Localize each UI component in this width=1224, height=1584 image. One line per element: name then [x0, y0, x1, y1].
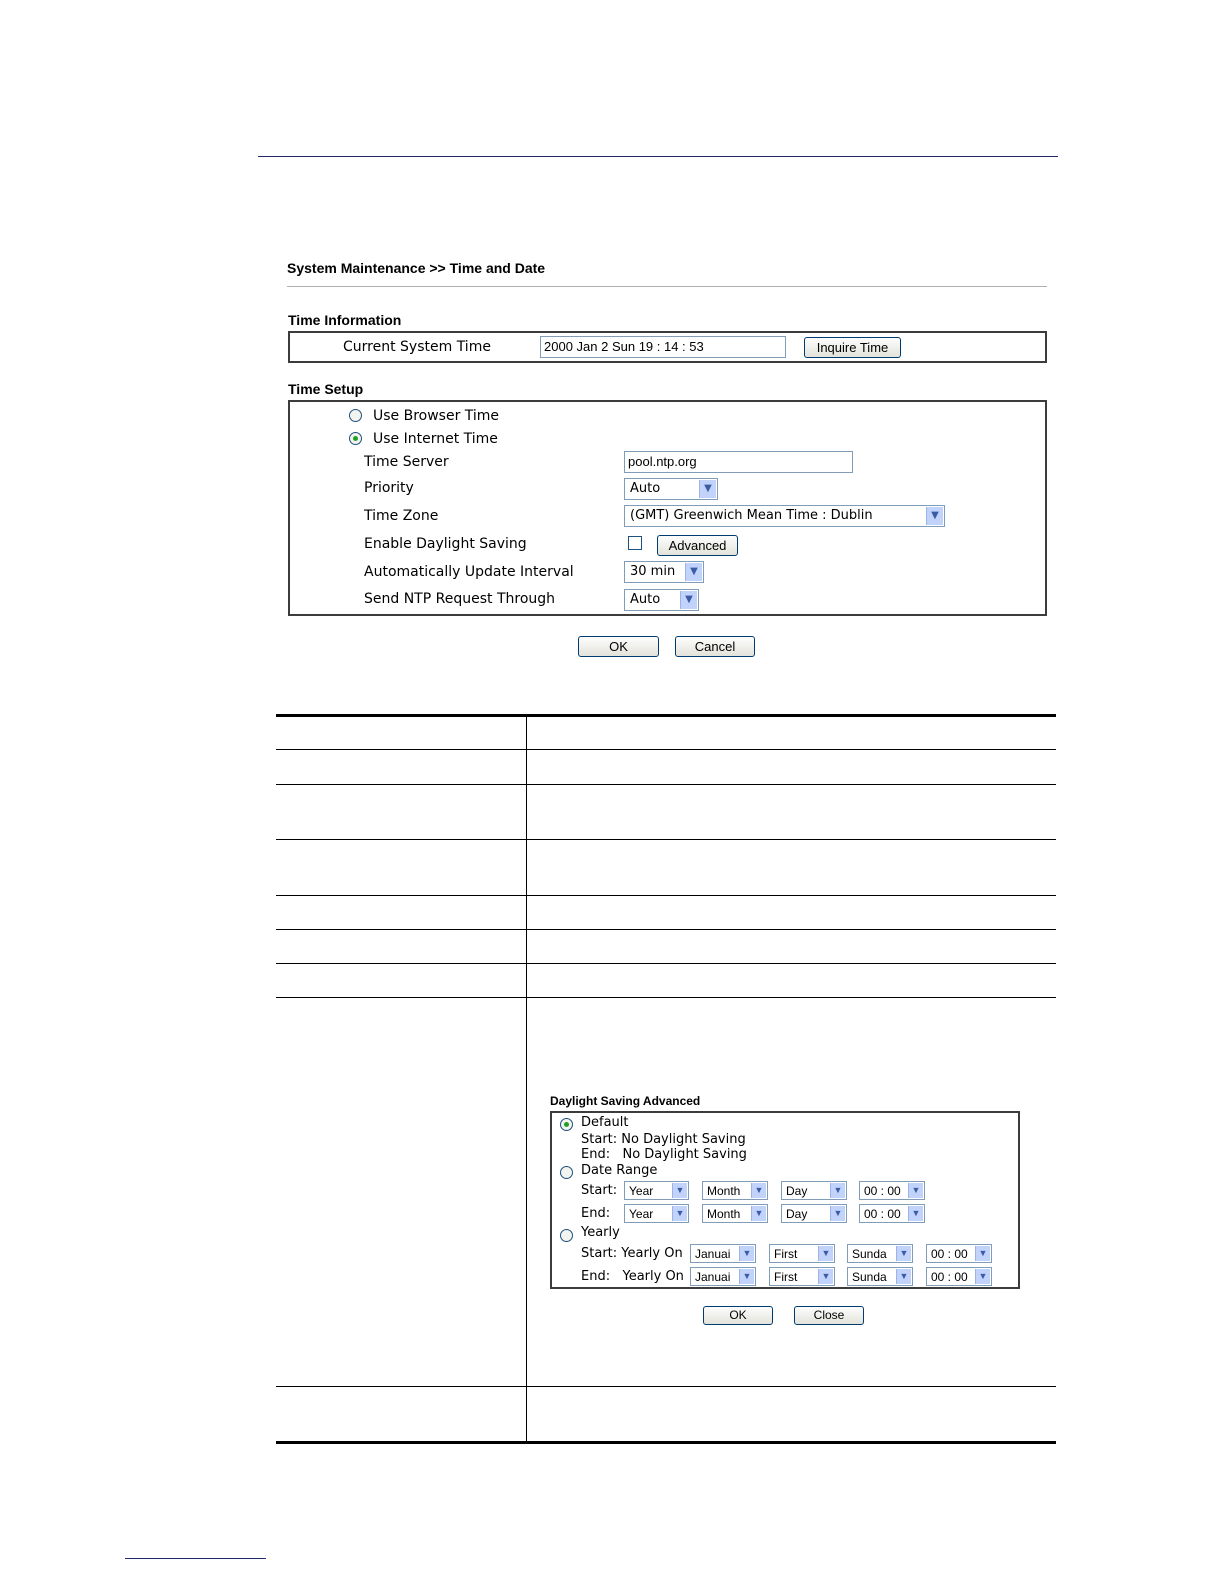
range-end-time-select[interactable] [859, 1204, 925, 1223]
range-end-year-value: Year [629, 1207, 654, 1221]
yearly-end-day-value: Sunda [852, 1270, 887, 1284]
default-label: Default [581, 1115, 629, 1130]
yearly-end-day-select[interactable] [847, 1267, 913, 1286]
yearly-start-time-select[interactable] [926, 1244, 992, 1263]
current-system-time-field[interactable]: 2000 Jan 2 Sun 19 : 14 : 53 [540, 336, 786, 358]
default-radio[interactable] [560, 1118, 573, 1131]
yearly-start-week-select[interactable] [769, 1244, 835, 1263]
use-internet-time-radio[interactable] [349, 432, 362, 445]
range-start-day-select[interactable] [781, 1181, 847, 1200]
title-divider [287, 286, 1047, 287]
advanced-button[interactable]: Advanced [657, 535, 738, 556]
chevron-down-icon: ▼ [818, 1246, 833, 1261]
ntp-request-label: Send NTP Request Through [364, 591, 556, 607]
range-start-month-value: Month [707, 1184, 741, 1198]
table-row-divider [276, 963, 1056, 964]
range-end-label: End: [581, 1206, 611, 1221]
table-row-divider [276, 839, 1056, 840]
yearly-end-time-select[interactable] [926, 1267, 992, 1286]
dialog-close-button[interactable]: Close [794, 1306, 864, 1325]
update-interval-select[interactable] [624, 561, 704, 583]
yearly-radio[interactable] [560, 1229, 573, 1242]
daylight-advanced-box [550, 1111, 1020, 1289]
yearly-end-time-value: 00 : 00 [931, 1270, 968, 1284]
table-column-divider [526, 716, 527, 1443]
yearly-start-day-select[interactable] [847, 1244, 913, 1263]
table-row-divider [276, 997, 1056, 998]
time-zone-label: Time Zone [364, 508, 439, 524]
priority-value: Auto [630, 481, 661, 496]
page-title: System Maintenance >> Time and Date [287, 260, 546, 276]
default-start-text: Start: No Daylight Saving [581, 1132, 746, 1147]
chevron-down-icon: ▼ [739, 1246, 754, 1261]
chevron-down-icon: ▼ [680, 591, 697, 609]
yearly-end-week-value: First [774, 1270, 798, 1284]
chevron-down-icon: ▼ [896, 1246, 911, 1261]
current-system-time-label: Current System Time [343, 339, 491, 355]
dialog-ok-button[interactable]: OK [703, 1306, 773, 1325]
time-setup-title: Time Setup [288, 381, 364, 397]
yearly-start-month-value: Januai [695, 1247, 731, 1261]
inquire-time-button[interactable]: Inquire Time [804, 337, 901, 358]
range-start-time-select[interactable] [859, 1181, 925, 1200]
chevron-down-icon: ▼ [830, 1183, 845, 1198]
range-end-month-select[interactable] [702, 1204, 768, 1223]
table-row-divider [276, 784, 1056, 785]
chevron-down-icon: ▼ [672, 1206, 687, 1221]
range-end-day-value: Day [786, 1207, 808, 1221]
yearly-start-time-value: 00 : 00 [931, 1247, 968, 1261]
range-start-year-select[interactable] [624, 1181, 689, 1200]
time-information-box [288, 331, 1047, 363]
daylight-saving-label: Enable Daylight Saving [364, 536, 527, 552]
range-end-month-value: Month [707, 1207, 741, 1221]
chevron-down-icon: ▼ [926, 507, 943, 525]
table-bottom-border [276, 1441, 1056, 1444]
chevron-down-icon: ▼ [739, 1269, 754, 1284]
yearly-end-month-select[interactable] [690, 1267, 756, 1286]
time-server-label: Time Server [364, 454, 449, 470]
chevron-down-icon: ▼ [896, 1269, 911, 1284]
range-start-label: Start: [581, 1183, 618, 1198]
chevron-down-icon: ▼ [699, 480, 716, 498]
table-row-divider [276, 895, 1056, 896]
update-interval-label: Automatically Update Interval [364, 564, 574, 580]
ntp-request-value: Auto [630, 592, 661, 607]
range-end-time-value: 00 : 00 [864, 1207, 901, 1221]
yearly-end-week-select[interactable] [769, 1267, 835, 1286]
chevron-down-icon: ▼ [672, 1183, 687, 1198]
daylight-saving-checkbox[interactable] [628, 536, 642, 550]
use-browser-time-label: Use Browser Time [373, 408, 500, 424]
chevron-down-icon: ▼ [818, 1269, 833, 1284]
time-information-title: Time Information [288, 312, 402, 328]
range-end-day-select[interactable] [781, 1204, 847, 1223]
table-row-divider [276, 1386, 1056, 1387]
cancel-button[interactable]: Cancel [675, 636, 755, 657]
chevron-down-icon: ▼ [908, 1183, 923, 1198]
chevron-down-icon: ▼ [751, 1206, 766, 1221]
range-start-day-value: Day [786, 1184, 808, 1198]
table-row-divider [276, 929, 1056, 930]
table-top-border [276, 714, 1056, 717]
ntp-request-select[interactable] [624, 589, 699, 611]
time-server-input[interactable]: pool.ntp.org [624, 451, 853, 473]
time-setup-box [288, 400, 1047, 616]
ok-button[interactable]: OK [578, 636, 659, 657]
chevron-down-icon: ▼ [685, 563, 702, 581]
table-row-divider [276, 749, 1056, 750]
chevron-down-icon: ▼ [751, 1183, 766, 1198]
chevron-down-icon: ▼ [975, 1269, 990, 1284]
date-range-label: Date Range [581, 1163, 658, 1178]
range-start-time-value: 00 : 00 [864, 1184, 901, 1198]
range-end-year-select[interactable] [624, 1204, 689, 1223]
update-interval-value: 30 min [630, 564, 676, 579]
yearly-start-day-value: Sunda [852, 1247, 887, 1261]
priority-label: Priority [364, 480, 414, 496]
yearly-label: Yearly [581, 1225, 620, 1240]
chevron-down-icon: ▼ [975, 1246, 990, 1261]
yearly-start-month-select[interactable] [690, 1244, 756, 1263]
yearly-start-week-value: First [774, 1247, 798, 1261]
use-internet-time-label: Use Internet Time [373, 431, 498, 447]
range-start-year-value: Year [629, 1184, 654, 1198]
use-browser-time-radio[interactable] [349, 409, 362, 422]
yearly-end-month-value: Januai [695, 1270, 731, 1284]
default-end-text: End: No Daylight Saving [581, 1147, 747, 1162]
chevron-down-icon: ▼ [830, 1206, 845, 1221]
yearly-end-label: End: Yearly On [581, 1269, 684, 1284]
time-zone-value: (GMT) Greenwich Mean Time : Dublin [630, 508, 873, 523]
chevron-down-icon: ▼ [908, 1206, 923, 1221]
date-range-radio[interactable] [560, 1166, 573, 1179]
time-zone-select[interactable] [624, 505, 945, 527]
priority-select[interactable] [624, 478, 718, 500]
header-rule [258, 156, 1058, 157]
range-start-month-select[interactable] [702, 1181, 768, 1200]
yearly-start-label: Start: Yearly On [581, 1246, 683, 1261]
daylight-advanced-title: Daylight Saving Advanced [550, 1094, 701, 1108]
footer-rule [125, 1558, 266, 1559]
